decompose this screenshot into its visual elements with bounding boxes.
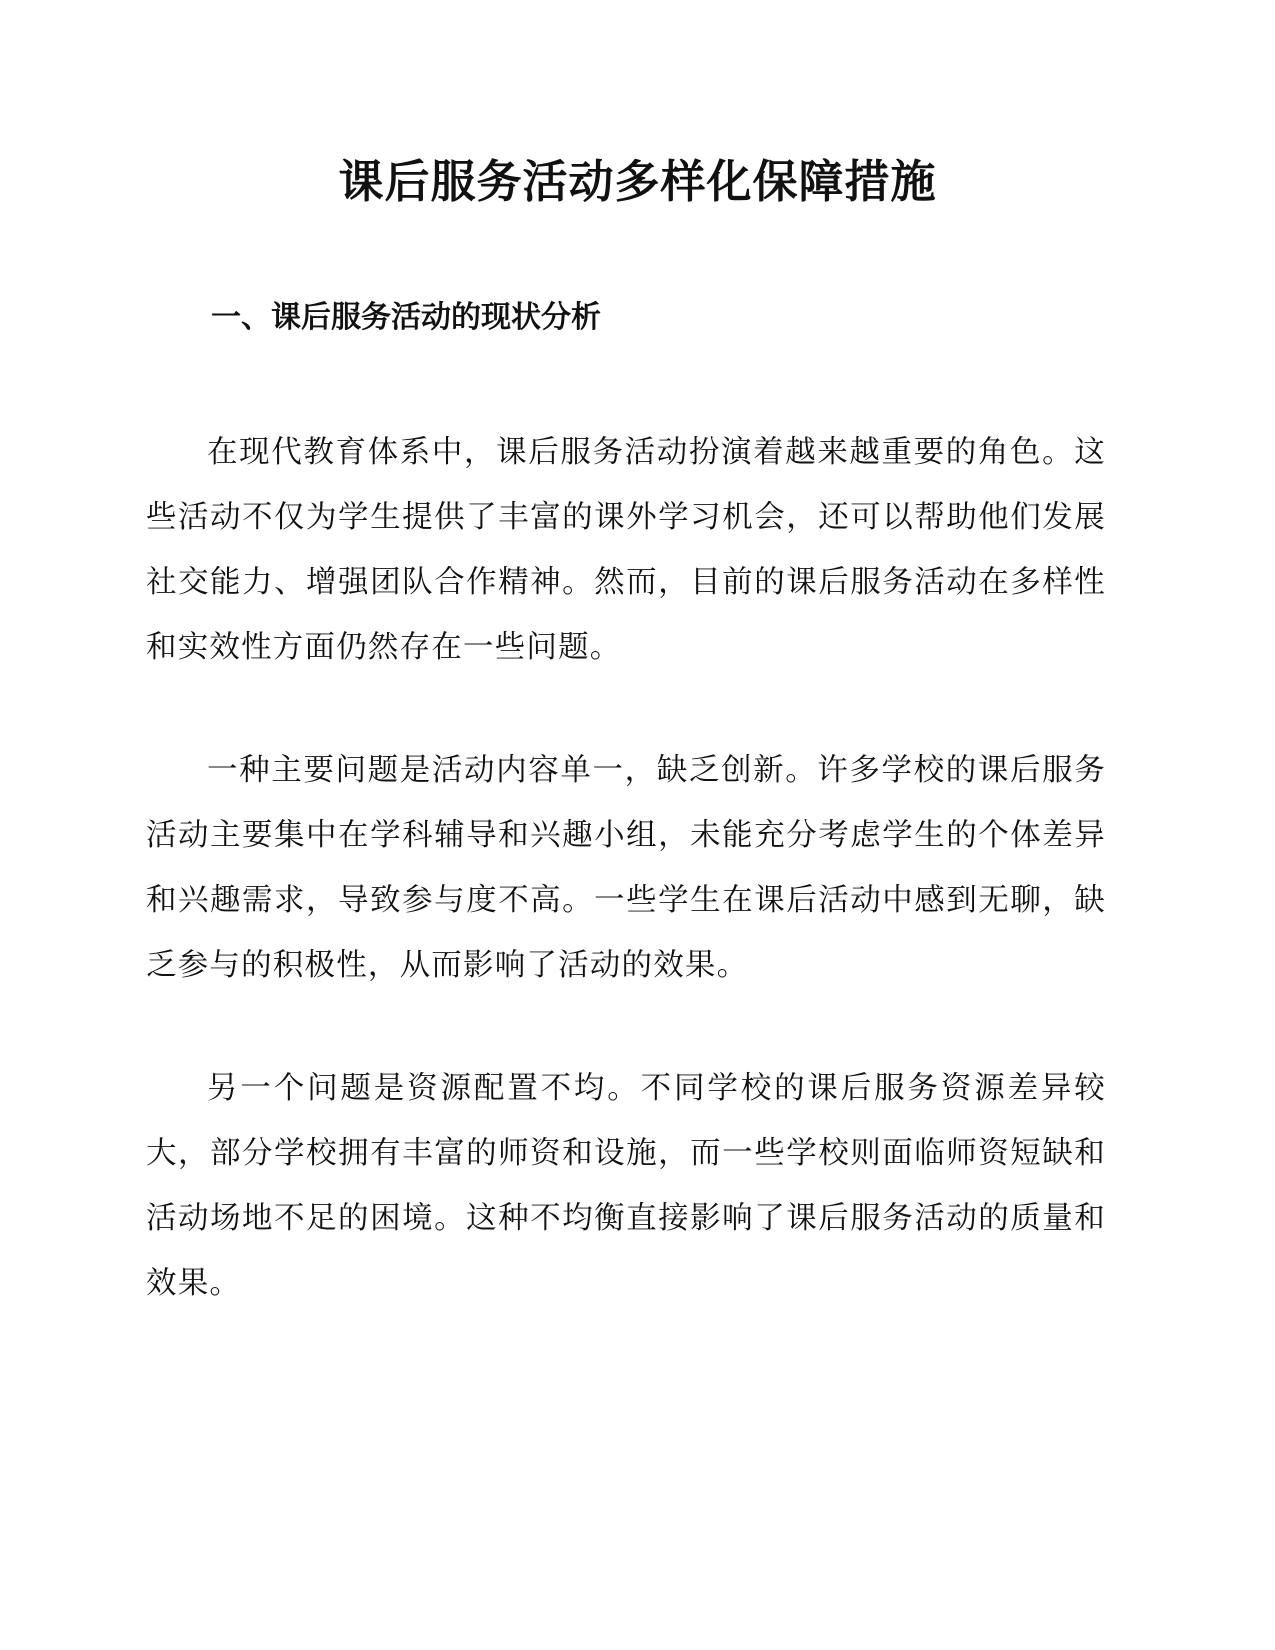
paragraph-2: 一种主要问题是活动内容单一，缺乏创新。许多学校的课后服务活动主要集中在学科辅导和兴趣小组，未能充分考虑学生的个体差异和兴趣需求，导致参与度不高。一些学生在课后活动中感到无聊，缺乏参与的积极性，从而影响了活动的效果。: [146, 753, 1106, 983]
section-heading: 一、课后服务活动的现状分析: [211, 300, 601, 335]
paragraph-3: 另一个问题是资源配置不均。不同学校的课后服务资源差异较大，部分学校拥有丰富的师资和设施，而一些学校则面临师资短缺和活动场地不足的困境。这种不均衡直接影响了课后服务活动的质量和效果。: [146, 1071, 1106, 1301]
paragraph-1: 在现代教育体系中，课后服务活动扮演着越来越重要的角色。这些活动不仅为学生提供了丰富的课外学习机会，还可以帮助他们发展社交能力、增强团队合作精神。然而，目前的课后服务活动在多样性和实效性方面仍然存在一些问题。: [146, 435, 1106, 665]
document-title: 课后服务活动多样化保障措施: [338, 155, 937, 208]
